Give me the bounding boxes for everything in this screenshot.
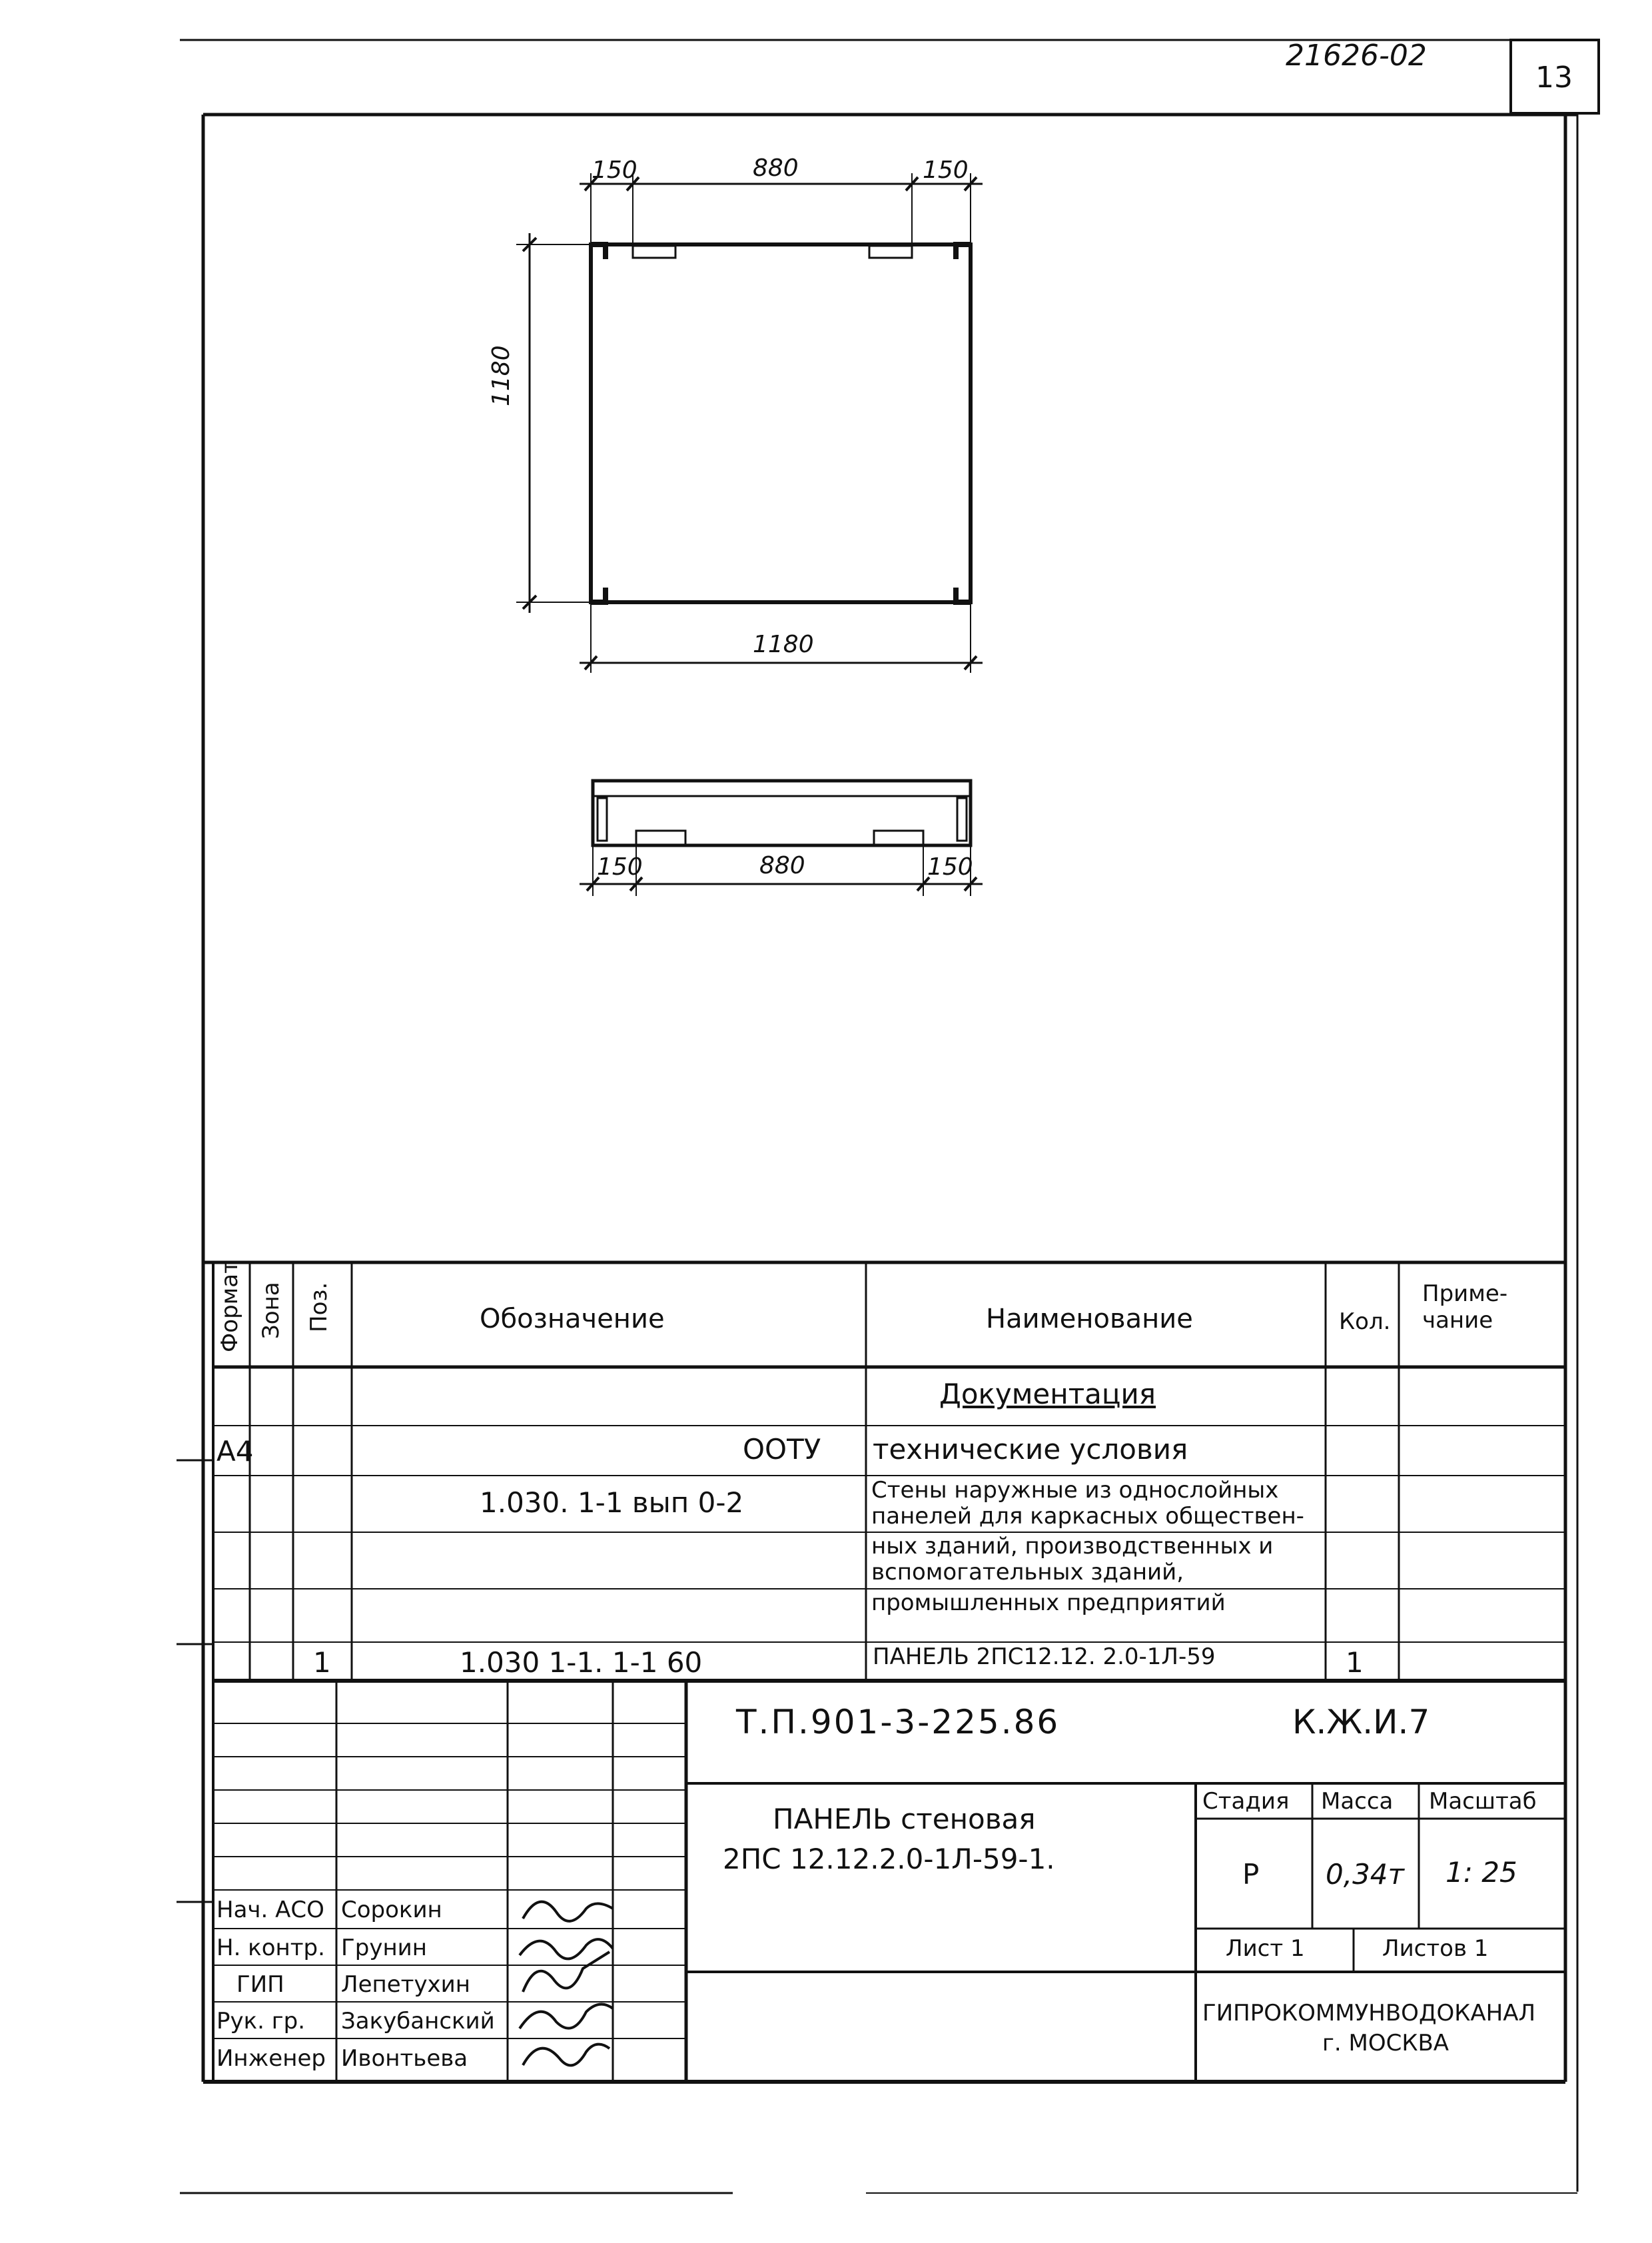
row-3-designation: 1.030 1-1. 1-1 60 <box>460 1646 703 1679</box>
signature-role-5: Инженер <box>216 2045 326 2072</box>
item-name-line-1: ПАНЕЛЬ стеновая <box>773 1803 1036 1835</box>
row-2-name-line-5: промышленных предприятий <box>871 1589 1226 1616</box>
sheet-number: 13 <box>1535 61 1573 95</box>
section-dim-right: 150 <box>927 853 973 881</box>
row-1-designation: ООТУ <box>743 1433 821 1466</box>
panel-plan-view <box>516 173 983 673</box>
row-1-format: А4 <box>216 1435 254 1468</box>
signature-role-3: ГИП <box>236 1971 284 1998</box>
stage-label: Стадия <box>1202 1788 1290 1815</box>
signature-name-4: Закубанский <box>341 2008 495 2034</box>
row-2-name-line-2: панелей для каркасных обществен- <box>871 1503 1304 1530</box>
mass-value: 0,34т <box>1326 1858 1404 1891</box>
row-2-name-line-1: Стены наружные из однослойных <box>871 1477 1279 1504</box>
plan-dim-height: 1180 <box>488 345 515 406</box>
organization-name: ГИПРОКОММУНВОДОКАНАЛ <box>1202 2000 1536 2026</box>
scale-value: 1: 25 <box>1446 1856 1517 1889</box>
header-zone: Зона <box>258 1282 284 1339</box>
mass-label: Масса <box>1321 1788 1394 1815</box>
header-designation: Обозначение <box>480 1304 665 1334</box>
header-name: Наименование <box>986 1304 1193 1334</box>
plan-dim-middle: 880 <box>753 155 799 182</box>
row-1-name: технические условия <box>873 1433 1188 1466</box>
section-title-documentation: Документация <box>939 1378 1156 1410</box>
plan-dim-bottom: 1180 <box>753 631 814 658</box>
item-name-line-2: 2ПС 12.12.2.0-1Л-59-1. <box>723 1843 1055 1875</box>
signature-role-1: Нач. АСО <box>216 1897 324 1923</box>
signature-name-1: Сорокин <box>341 1897 442 1923</box>
row-2-name-line-3: ных зданий, производственных и <box>871 1533 1274 1560</box>
sheet-label: Лист 1 <box>1226 1935 1305 1962</box>
scale-label: Масштаб <box>1429 1788 1537 1815</box>
row-3-name: ПАНЕЛЬ 2ПС12.12. 2.0-1Л-59 <box>873 1643 1216 1670</box>
row-3-pos: 1 <box>313 1646 331 1679</box>
row-2-name-line-4: вспомогательных зданий, <box>871 1559 1184 1585</box>
plan-dim-left: 150 <box>592 157 637 184</box>
header-note-1: Приме- <box>1422 1280 1508 1307</box>
signature-role-2: Н. контр. <box>216 1935 325 1961</box>
header-qty: Кол. <box>1339 1308 1391 1335</box>
document-code: 21626-02 <box>1286 39 1427 73</box>
stage-value: Р <box>1242 1858 1260 1891</box>
project-code: Т.П.901-3-225.86 <box>736 1703 1060 1741</box>
signature-name-5: Ивонтьева <box>341 2045 468 2072</box>
section-dim-middle: 880 <box>759 852 805 879</box>
header-format: Формат <box>216 1260 243 1352</box>
organization-city: г. МОСКВА <box>1322 2030 1449 2056</box>
row-2-designation: 1.030. 1-1 вып 0-2 <box>480 1486 744 1519</box>
signature-scribbles <box>520 1902 613 2066</box>
row-3-qty: 1 <box>1346 1646 1364 1679</box>
sheet-code: К.Ж.И.7 <box>1292 1703 1430 1741</box>
signature-name-2: Грунин <box>341 1935 427 1961</box>
signature-name-3: Лепетухин <box>341 1971 471 1998</box>
section-dim-left: 150 <box>597 853 643 881</box>
signature-role-4: Рук. гр. <box>216 2008 306 2034</box>
sheets-label: Листов 1 <box>1382 1935 1489 1962</box>
header-pos: Поз. <box>306 1282 332 1332</box>
header-note-2: чание <box>1422 1307 1493 1334</box>
plan-dim-right: 150 <box>923 157 969 184</box>
